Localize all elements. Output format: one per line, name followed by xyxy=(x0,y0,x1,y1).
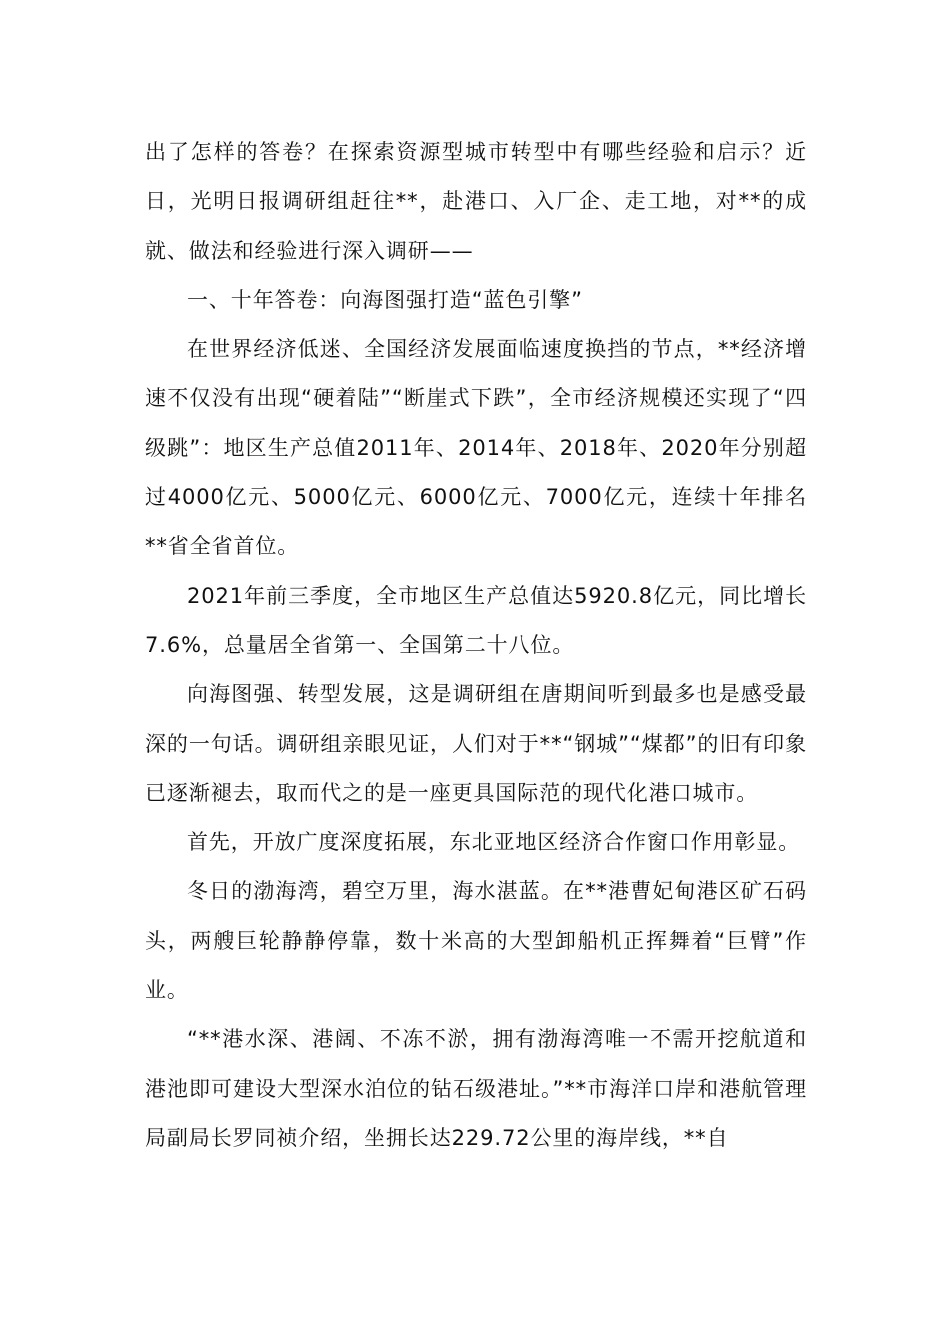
section-heading: 一、十年答卷：向海图强打造“蓝色引擎” xyxy=(187,287,583,312)
document-body xyxy=(145,128,807,1163)
paragraph-economy-growth: 在世界经济低迷、全国经济发展面临速度换挡的节点，**经济增速不仅没有出现“硬着陆”“断崖式下跌”，全市经济规模还实现了“四级跳”：地区生产总值2011年、2014年、2018年、2020年分别超过4000亿元、5000亿元、6000亿元、7000亿元，连续十年排名**省全省首位。 xyxy=(145,337,807,559)
paragraph-bohai-bay: 冬日的渤海湾，碧空万里，海水湛蓝。在**港曹妃甸港区矿石码头，两艘巨轮静静停靠，数十米高的大型卸船机正挥舞着“巨臂”作业。 xyxy=(145,879,807,1003)
paragraph-intro-continuation: 出了怎样的答卷？在探索资源型城市转型中有哪些经验和启示？近日，光明日报调研组赶往**，赴港口、入厂企、走工地，对**的成就、做法和经验进行深入调研—— xyxy=(145,140,807,263)
paragraph-transformation: 向海图强、转型发展，这是调研组在唐期间听到最多也是感受最深的一句话。调研组亲眼见证，人们对于**“钢城”“煤都”的旧有印象已逐渐褪去，取而代之的是一座更具国际范的现代化港口城市。 xyxy=(145,682,807,805)
paragraph-first-point: 首先，开放广度深度拓展，东北亚地区经济合作窗口作用彰显。 xyxy=(187,830,801,855)
paragraph-gdp-2021: 2021年前三季度，全市地区生产总值达5920.8亿元，同比增长7.6%，总量居全省第一、全国第二十八位。 xyxy=(145,583,807,657)
paragraph-port-quote: “**港水深、港阔、不冻不淤，拥有渤海湾唯一不需开挖航道和港池即可建设大型深水泊位的钻石级港址。”**市海洋口岸和港航管理局副局长罗同祯介绍，坐拥长达229.72公里的海岸线，**自 xyxy=(145,1027,807,1150)
